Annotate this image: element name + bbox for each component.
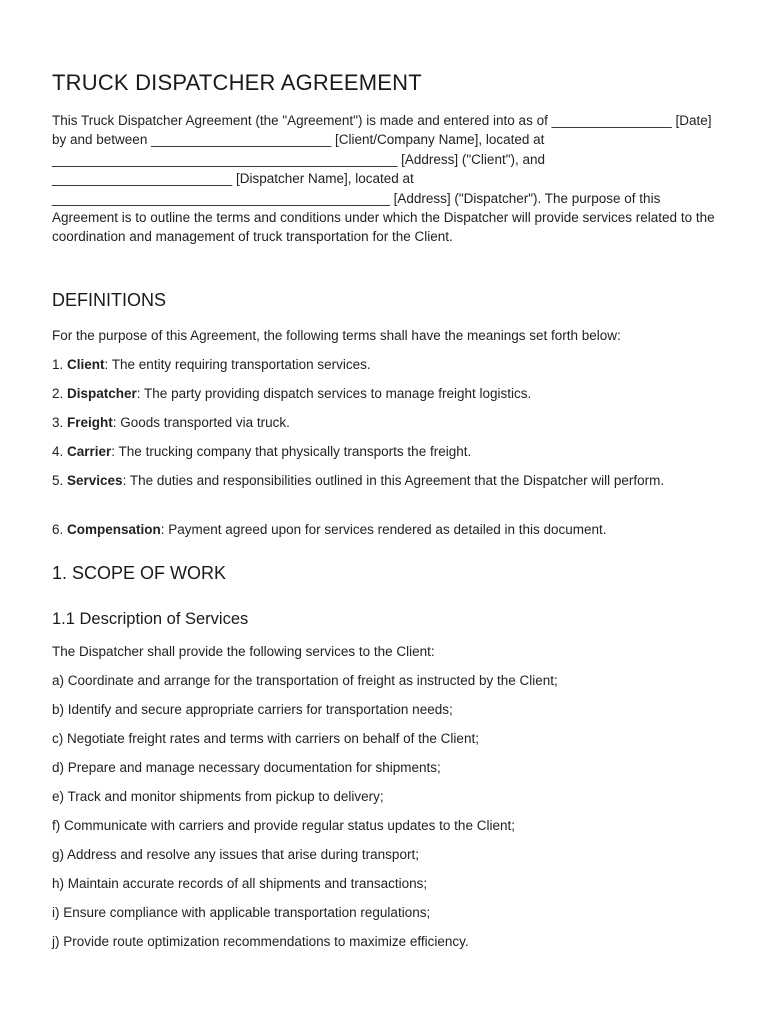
definition-item: 3. Freight: Goods transported via truck. [52,415,290,430]
document-title: TRUCK DISPATCHER AGREEMENT [52,70,422,95]
definition-item: 6. Compensation: Payment agreed upon for services rendered as detailed in this document. [52,522,607,537]
service-item: a) Coordinate and arrange for the transportation of freight as instructed by the Client; [52,673,558,688]
services-subheading: 1.1 Description of Services [52,610,249,628]
service-item: g) Address and resolve any issues that arise during transport; [52,847,419,862]
service-item: c) Negotiate freight rates and terms with carriers on behalf of the Client; [52,731,479,746]
definition-item: 2. Dispatcher: The party providing dispatch services to manage freight logistics. [52,386,532,401]
definition-item: 5. Services: The duties and responsibilities outlined in this Agreement that the Dispatcher will perform. [52,473,665,488]
service-item: h) Maintain accurate records of all shipments and transactions; [52,876,428,891]
service-item: d) Prepare and manage necessary documentation for shipments; [52,760,441,775]
service-item: b) Identify and secure appropriate carriers for transportation needs; [52,702,453,717]
service-item: j) Provide route optimization recommendations to maximize efficiency. [52,934,469,949]
definitions-heading: DEFINITIONS [52,290,167,310]
scope-heading: 1. SCOPE OF WORK [52,563,227,583]
service-item: e) Track and monitor shipments from pickup to delivery; [52,789,384,804]
definition-item: 1. Client: The entity requiring transportation services. [52,357,371,372]
service-item: i) Ensure compliance with applicable transportation regulations; [52,905,431,920]
definition-item: 4. Carrier: The trucking company that physically transports the freight. [52,444,472,459]
service-item: f) Communicate with carriers and provide regular status updates to the Client; [52,818,515,833]
services-lead: The Dispatcher shall provide the following services to the Client: [52,644,435,659]
definitions-lead: For the purpose of this Agreement, the following terms shall have the meanings set forth below: [52,328,621,343]
intro-paragraph: This Truck Dispatcher Agreement (the "Agreement") is made and entered into as of ________________ [Date] by and between ________________________ [Client/Company Name], located at ______________________________________________ [Address] ("Client"), and ________________________ [Dispatcher Name], located at _____________________________________________ [Address] ("Dispatcher"). The purpose of this Agreement is to outline the terms and conditions under which the Dispatcher will provide services related to the coordination and management of truck transportation for the Client. [52,113,715,245]
